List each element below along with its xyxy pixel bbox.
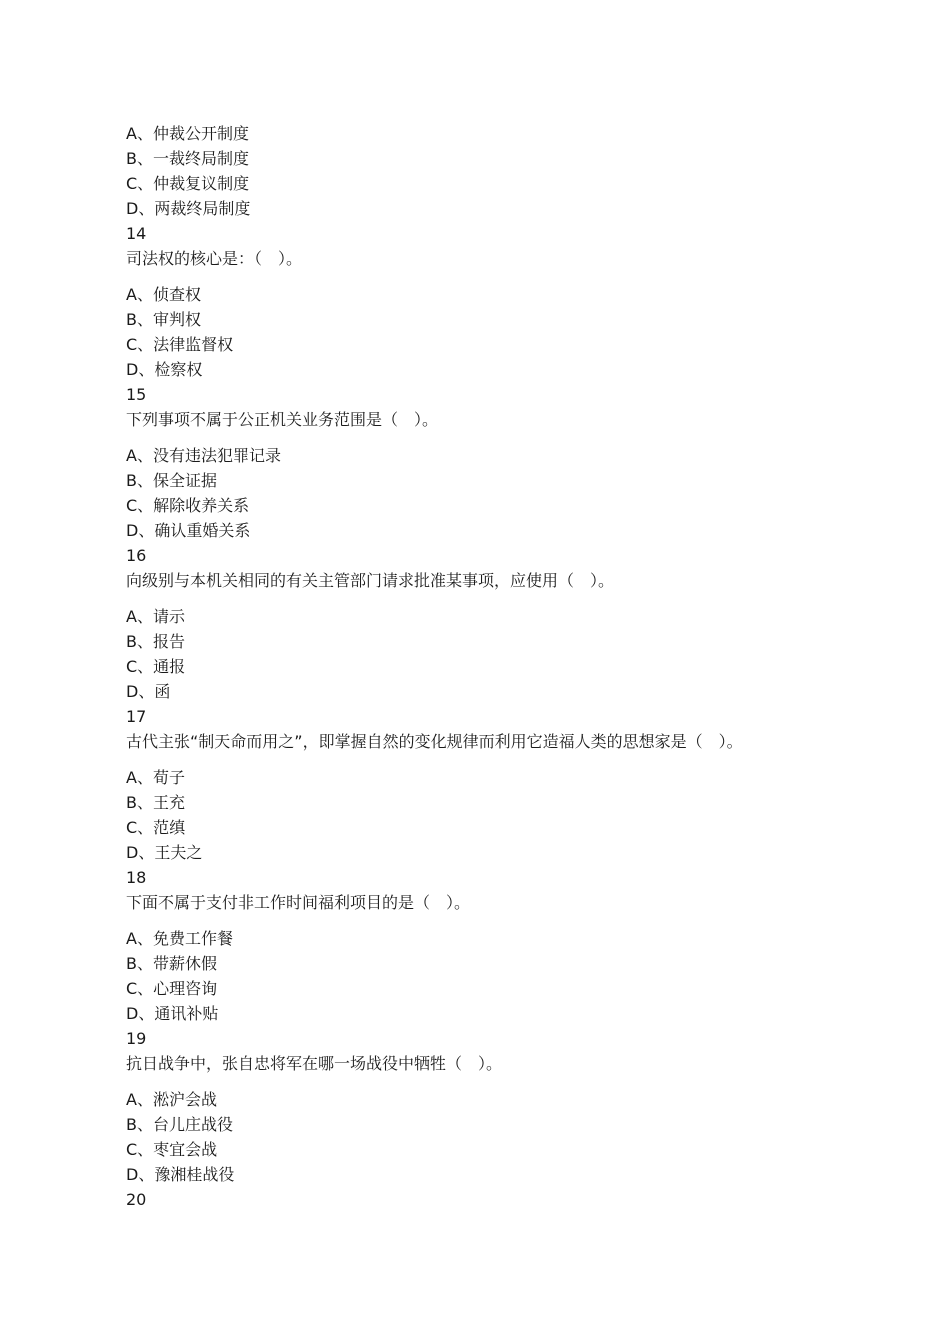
document-page (126, 121, 906, 1212)
question-number: 20 (126, 1190, 147, 1209)
question-number: 18 (126, 868, 147, 887)
option-a: A、侦查权 (126, 285, 201, 304)
option-d: D、检察权 (126, 360, 203, 379)
option-d: D、王夫之 (126, 843, 203, 862)
option-d: D、豫湘桂战役 (126, 1165, 235, 1184)
option-a: A、淞沪会战 (126, 1090, 217, 1109)
option-a: A、请示 (126, 607, 185, 626)
question-text: 司法权的核心是：（ ）。 (126, 249, 303, 268)
question-text: 古代主张“制天命而用之”，即掌握自然的变化规律而利用它造福人类的思想家是（ ）。 (126, 732, 743, 751)
option-b: B、王充 (126, 793, 185, 812)
option-c: C、心理咨询 (126, 979, 218, 998)
question-number: 19 (126, 1029, 147, 1048)
question-number: 15 (126, 385, 147, 404)
question-text: 抗日战争中，张自忠将军在哪一场战役中牺牲（ ）。 (126, 1054, 503, 1073)
option-a: A、仲裁公开制度 (126, 124, 249, 143)
question-number: 14 (126, 224, 147, 243)
option-b: B、带薪休假 (126, 954, 217, 973)
option-b: B、审判权 (126, 310, 201, 329)
option-c: C、法律监督权 (126, 335, 234, 354)
option-a: A、没有违法犯罪记录 (126, 446, 281, 465)
question-text: 向级别与本机关相同的有关主管部门请求批准某事项，应使用（ ）。 (126, 571, 615, 590)
option-b: B、一裁终局制度 (126, 149, 249, 168)
option-d: D、通讯补贴 (126, 1004, 219, 1023)
option-d: D、函 (126, 682, 171, 701)
option-a: A、免费工作餐 (126, 929, 233, 948)
option-b: B、台儿庄战役 (126, 1115, 233, 1134)
option-d: D、两裁终局制度 (126, 199, 251, 218)
question-text: 下面不属于支付非工作时间福利项目的是（ ）。 (126, 893, 471, 912)
option-d: D、确认重婚关系 (126, 521, 251, 540)
option-c: C、解除收养关系 (126, 496, 250, 515)
option-b: B、报告 (126, 632, 185, 651)
option-c: C、枣宜会战 (126, 1140, 218, 1159)
question-text: 下列事项不属于公正机关业务范围是（ ）。 (126, 410, 439, 429)
option-c: C、仲裁复议制度 (126, 174, 250, 193)
option-b: B、保全证据 (126, 471, 217, 490)
option-a: A、荀子 (126, 768, 185, 787)
question-number: 16 (126, 546, 147, 565)
option-c: C、通报 (126, 657, 186, 676)
question-number: 17 (126, 707, 147, 726)
option-c: C、范缜 (126, 818, 186, 837)
